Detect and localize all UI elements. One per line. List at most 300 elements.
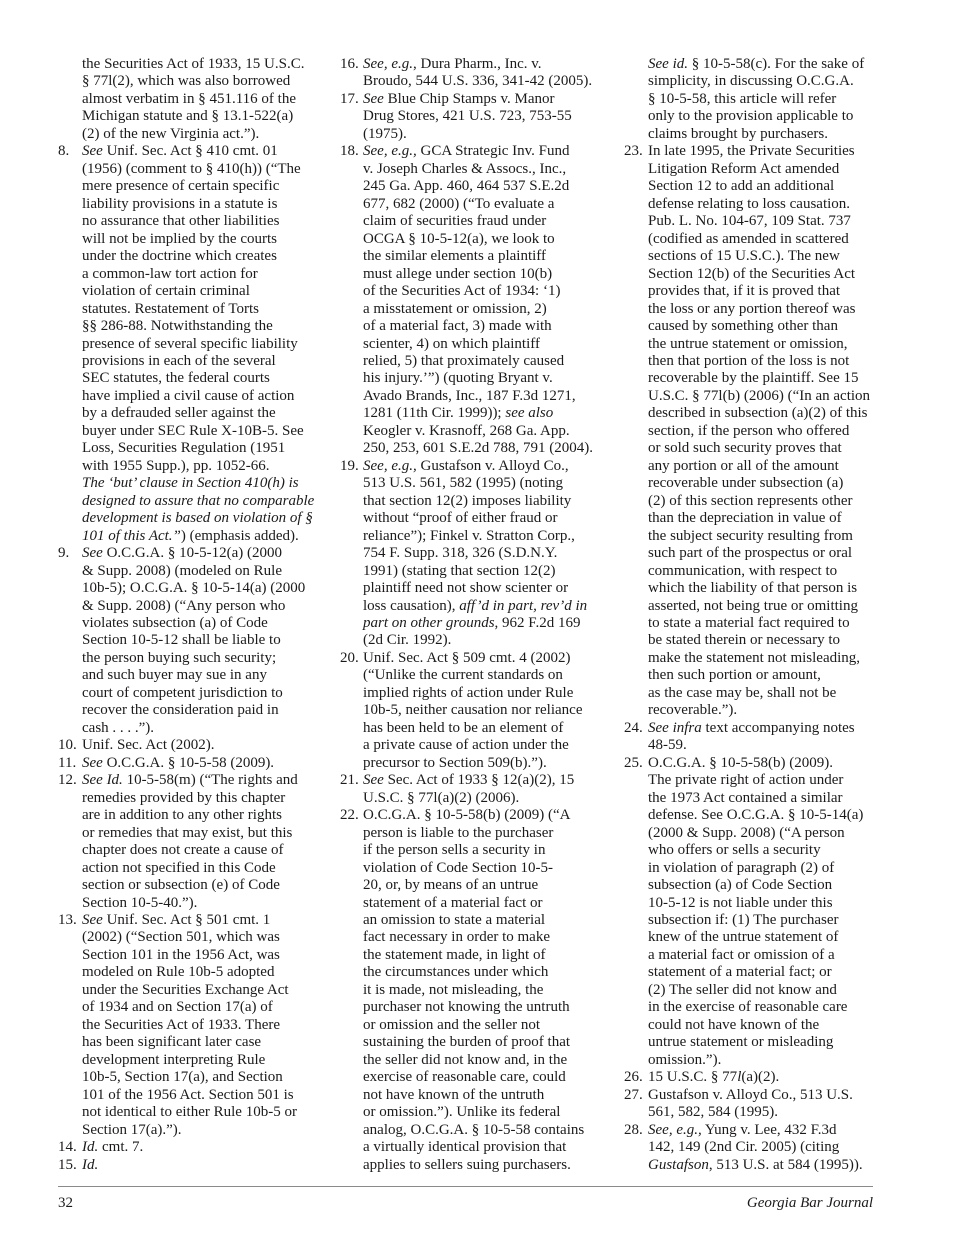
footnote-line — [648, 56, 886, 73]
footnote-line: then that portion of the loss is not — [648, 352, 850, 369]
footnote-line: sustaining the burden of proof that — [363, 1034, 571, 1051]
italic-run: development is based on violation of § — [82, 510, 313, 527]
footnote-line: and such buyer may sue in any — [82, 667, 267, 684]
footnote-line: the seller did not know and, in the — [363, 1051, 568, 1068]
footnote-text — [82, 545, 320, 737]
footnote-text — [82, 1139, 320, 1156]
footnote-line: person is liable to the purchaser — [363, 824, 554, 841]
footnote-line: a virtually identical provision that — [363, 1139, 567, 1156]
footnote-line — [363, 91, 602, 108]
footnote-line: 513 U.S. 561, 582 (1995) (noting — [363, 475, 563, 492]
footnote-line: have implied a civil cause of action — [82, 387, 295, 404]
footnote-line: provisions in each of the several — [82, 352, 276, 369]
footnote-line: Gustafson v. Alloyd Co., 513 U.S. — [648, 1086, 853, 1103]
footnote-line: Section 10-5-12 shall be liable to — [82, 632, 281, 649]
footnote-line: OCGA § 10-5-12(a), we look to — [363, 230, 555, 247]
footnote-line: untrue statement or misleading — [648, 1034, 834, 1051]
footnote-text — [363, 91, 602, 143]
footnote-line: cash . . . .”). — [82, 719, 155, 736]
footnote-line: in violation of paragraph (2) of — [648, 859, 835, 876]
footnote-entry — [58, 737, 320, 754]
footnote-line: section or subsection (e) of Code — [82, 877, 280, 894]
footnote-line: applies to sellers suing purchasers. — [363, 1156, 571, 1173]
footnote-entry — [58, 755, 320, 772]
italic-run: See — [82, 754, 103, 771]
footnote-entry — [58, 1157, 320, 1174]
footnote-line: any portion or all of the amount — [648, 457, 839, 474]
footnote-text — [82, 1157, 320, 1174]
footnote-line: liability provisions in a statute is — [82, 195, 278, 212]
text-run: , 962 F.2d 169 — [494, 615, 581, 631]
footnote-line: are in addition to any other rights — [82, 807, 282, 824]
footnote-line: The private right of action under — [648, 772, 844, 789]
footnote-line: a misstatement or omission, 2) — [363, 300, 547, 317]
footnote-number: 20. — [340, 649, 359, 666]
italic-run: See — [363, 772, 384, 789]
footnote-line: communication, with respect to — [648, 562, 838, 579]
footnote-line: chapter does not create a cause of — [82, 842, 284, 859]
footnote-line: if the person sells a security in — [363, 842, 546, 859]
footnote-number: 14. — [58, 1139, 77, 1156]
footnote-line: of 1934 and on Section 17(a) of — [82, 999, 273, 1016]
footnote-line: or omission.”). Unlike its federal — [363, 1104, 561, 1121]
footnote-line: In late 1995, the Private Securities — [648, 143, 855, 160]
footnote-line: 561, 582, 584 (1995). — [648, 1104, 778, 1121]
footnote-line: the untrue statement or omission, — [648, 335, 848, 352]
footnote-number: 25. — [624, 754, 643, 771]
text-run: , 513 U.S. at 584 (1995)). — [708, 1156, 863, 1173]
footnote-line — [82, 772, 320, 789]
footnote-entry — [340, 458, 602, 650]
footnote-text — [648, 56, 886, 143]
footnote-line: claims brought by purchasers. — [648, 125, 828, 142]
text-run: Sec. Act of 1933 § 12(a)(2), 15 — [383, 772, 575, 789]
footnote-line: will not be implied by the courts — [82, 230, 277, 247]
footnote-line: fact necessary in order to make — [363, 929, 550, 946]
footnote-line: (2002) (“Section 501, which was — [82, 929, 280, 946]
footnote-line: or omission and the seller not — [363, 1016, 541, 1033]
footnote-line: analog, O.C.G.A. § 10-5-58 contains — [363, 1121, 585, 1138]
footnote-line: Litigation Reform Act amended — [648, 160, 840, 177]
footnote-line — [648, 1157, 886, 1174]
footnote-number: 19. — [340, 457, 359, 474]
footnote-line: subsection if: (1) The purchaser — [648, 911, 839, 928]
text-run: GCA Strategic Inv. Fund — [416, 143, 570, 160]
footnote-line: (codified as amended in scattered — [648, 230, 849, 247]
footnote-line: 10b-5); O.C.G.A. § 10-5-14(a) (2000 — [82, 580, 306, 597]
footnote-line: v. Joseph Charles & Assocs., Inc., — [363, 160, 567, 177]
italic-run: see also — [505, 405, 554, 422]
footnote-line: violates subsection (a) of Code — [82, 615, 268, 631]
footnote-line: & Supp. 2008) (“Any person who — [82, 597, 286, 614]
text-run: 15 U.S.C. § 77 — [648, 1069, 738, 1086]
italic-run: l — [737, 1069, 742, 1086]
text-run: Unif. Sec. Act § 501 cmt. 1 — [102, 911, 271, 928]
footnote-line: defense relating to loss causation. — [648, 195, 851, 212]
footnote-line: than the depreciation in value of — [648, 510, 842, 527]
footnote-line: (2) of this section represents other — [648, 492, 853, 509]
footnote-line: development interpreting Rule — [82, 1051, 266, 1068]
footnote-entry — [624, 1069, 886, 1086]
footnote-line: Section 101 in the 1956 Act, was — [82, 946, 280, 963]
footnote-line: exercise of reasonable care, could — [363, 1069, 566, 1086]
footnote-line: only to the provision applicable to — [648, 108, 854, 125]
footnote-number: 10. — [58, 737, 77, 754]
italic-run: Id. — [82, 1156, 99, 1173]
footnote-line: 10-5-12 is not liable under this — [648, 894, 833, 911]
footnote-line: Section 12 to add an additional — [648, 178, 835, 195]
footnote-entry — [340, 143, 602, 457]
footnote-line: of a material fact, 3) made with — [363, 318, 552, 335]
footnote-number — [624, 56, 648, 73]
footnote-number: 15. — [58, 1156, 77, 1173]
footnote-line: a common-law tort action for — [82, 265, 258, 282]
footnote-text — [82, 143, 320, 545]
footnote-text — [363, 807, 602, 1174]
footnote-line: no assurance that other liabilities — [82, 213, 280, 230]
footnote-number: 23. — [624, 143, 643, 160]
footnote-line: who offers or sells a security — [648, 842, 821, 859]
italic-run: See Id. — [82, 772, 123, 789]
journal-title: Georgia Bar Journal — [746, 1195, 873, 1211]
footnote-line: defense. See O.C.G.A. § 10-5-14(a) — [648, 807, 864, 824]
text-run: 10-5-58(m) (“The rights and — [122, 772, 298, 789]
footnote-line: make the statement not misleading, — [648, 649, 861, 666]
footnote-line: reliance”); Finkel v. Stratton Corp., — [363, 527, 575, 544]
footnote-line: §§ 286-88. Notwithstanding the — [82, 318, 273, 335]
footnote-line: the loss or any portion thereof was — [648, 300, 856, 317]
footnote-line — [82, 1157, 320, 1174]
footnote-line: (2000 & Supp. 2008) (“A person — [648, 824, 845, 841]
footnote-line: the Securities Act of 1933. There — [82, 1016, 281, 1033]
footnote-number: 11. — [58, 754, 77, 771]
footnote-line: recoverable under subsection (a) — [648, 475, 844, 492]
footnote-entry — [58, 56, 320, 143]
footnote-line: 142, 149 (2nd Cir. 2005) (citing — [648, 1139, 840, 1156]
italic-run: See — [82, 143, 103, 160]
footnote-entry — [340, 56, 602, 91]
footnote-line — [648, 1069, 886, 1086]
footnote-line: U.S.C. § 77l(b) (2006) (“In an action — [648, 387, 871, 404]
text-run: , Dura Pharm., Inc. v. — [412, 56, 542, 72]
footnote-line: O.C.G.A. § 10-5-58(b) (2009) (“A — [363, 807, 571, 824]
footnote-line: O.C.G.A. § 10-5-58(b) (2009). — [648, 754, 833, 771]
footnote-line — [363, 56, 602, 73]
footnote-column-3 — [624, 56, 886, 1174]
footnote-line — [363, 405, 602, 422]
footnote-line: as the case may be, shall not be — [648, 684, 837, 701]
footnote-line: action not specified in this Code — [82, 859, 276, 876]
footnote-number: 8. — [58, 143, 70, 160]
footnote-number: 24. — [624, 719, 643, 736]
text-run: Yung v. Lee, 432 F.3d — [701, 1121, 837, 1138]
footnote-line: that section 12(2) imposes liability — [363, 492, 572, 509]
footnote-line: U.S.C. § 77l(a)(2) (2006). — [363, 789, 520, 806]
footnote-line: 245 Ga. App. 460, 464 537 S.E.2d — [363, 178, 570, 195]
footnote-line: which the liability of that person is — [648, 580, 858, 597]
footnote-line — [363, 598, 602, 615]
footnote-line: or sold such security proves that — [648, 440, 842, 457]
footnote-line: then such portion or amount, — [648, 667, 821, 684]
text-run: cmt. 7. — [98, 1139, 144, 1156]
footer-rule — [58, 1186, 873, 1187]
footnote-line: (“Unlike the current standards on — [363, 667, 563, 684]
footnote-line: described in subsection (a)(2) of this — [648, 405, 868, 422]
footnote-line: an omission to state a material — [363, 911, 546, 928]
footnote-line: 250, 253, 601 S.E.2d 788, 791 (2004). — [363, 440, 593, 457]
footnote-line: by a defrauded seller against the — [82, 405, 276, 422]
footnote-line: mere presence of certain specific — [82, 178, 280, 195]
footnote-line — [648, 720, 886, 737]
footnote-entry — [624, 755, 886, 1069]
italic-run: See, e.g. — [363, 56, 413, 72]
footnote-line — [82, 510, 320, 527]
footnote-entry — [624, 56, 886, 143]
footnote-text — [82, 912, 320, 1139]
footnote-line: under the doctrine which creates — [82, 248, 277, 265]
text-run: 1281 (11th Cir. 1999)); — [363, 405, 506, 422]
footnote-line: 677, 682 (2000) (“To evaluate a — [363, 195, 555, 212]
italic-run: See, e.g., — [363, 143, 417, 160]
footnote-number: 18. — [340, 143, 359, 160]
footnote-line: statutes. Restatement of Torts — [82, 300, 259, 317]
footnote-line — [82, 1139, 320, 1156]
footnote-line: Section 10-5-40.”). — [82, 894, 198, 911]
footnote-line: (2) The seller did not know and — [648, 981, 837, 998]
footnote-text — [648, 143, 886, 719]
footnote-line: the Securities Act of 1933, 15 U.S.C. — [82, 56, 305, 72]
page-number: 32 — [58, 1195, 73, 1211]
italic-run: See — [82, 545, 103, 562]
footnote-entry — [58, 772, 320, 912]
footnote-line: Avado Brands, Inc., 187 F.3d 1271, — [363, 387, 576, 404]
footnote-entry — [58, 143, 320, 545]
footnote-line: knew of the untrue statement of — [648, 929, 839, 946]
footnote-line: recoverable by the plaintiff. See 15 — [648, 370, 859, 387]
footnote-line: (2) of the new Virginia act.”). — [82, 125, 260, 142]
footnote-line: under the Securities Exchange Act — [82, 981, 289, 998]
footnote-line: purchaser not knowing the untruth — [363, 999, 570, 1016]
footnote-number: 22. — [340, 807, 359, 824]
footnote-entry — [624, 1087, 886, 1122]
footnote-line: implied rights of action under Rule — [363, 684, 574, 701]
footnote-number: 21. — [340, 772, 359, 789]
footnote-line: 10b-5, neither causation nor reliance — [363, 702, 583, 719]
footnote-line — [82, 475, 320, 492]
footnote-number: 17. — [340, 90, 359, 107]
footnote-line: or remedies that may exist, but this — [82, 824, 293, 841]
footnote-line: buyer under SEC Rule X-10B-5. See — [82, 422, 304, 439]
footnote-line — [82, 143, 320, 160]
footnote-line: has been significant later case — [82, 1034, 262, 1051]
footnote-line: 1991) (stating that section 12(2) — [363, 562, 556, 579]
text-run: O.C.G.A. § 10-5-58 (2009). — [102, 754, 275, 771]
footnote-line: Broudo, 544 U.S. 336, 341-42 (2005). — [363, 73, 593, 90]
footnote-number — [58, 56, 82, 73]
footnote-line: the 1973 Act contained a similar — [648, 789, 843, 806]
footnote-line: could not have known of the — [648, 1016, 820, 1033]
text-run: Unif. Sec. Act § 410 cmt. 01 — [102, 143, 278, 160]
footnote-line: scienter, 4) on which plaintiff — [363, 335, 540, 352]
footnote-number: 27. — [624, 1086, 643, 1103]
footnote-line — [82, 755, 320, 772]
footnote-text — [363, 458, 602, 650]
footnote-text — [648, 755, 886, 1069]
footnote-line: (1975). — [363, 125, 407, 142]
footnote-text — [82, 737, 320, 754]
footnote-entry — [624, 1122, 886, 1174]
footnote-text — [648, 1122, 886, 1174]
footnote-entry — [340, 772, 602, 807]
footnote-line: has been held to be an element of — [363, 719, 564, 736]
footnote-line — [82, 493, 320, 510]
text-run: § 10-5-58(c). For the sake of — [687, 56, 865, 72]
footnote-line: of the Securities Act of 1934: ‘1) — [363, 283, 561, 300]
footnote-line: Unif. Sec. Act § 509 cmt. 4 (2002) — [363, 649, 571, 666]
footnote-line: statement of a material fact or — [363, 894, 543, 911]
footnote-line: Keogler v. Krasnoff, 268 Ga. App. — [363, 422, 570, 439]
italic-run: Id. — [82, 1139, 99, 1156]
text-run: Blue Chip Stamps v. Manor — [383, 90, 555, 107]
footnote-line — [363, 143, 602, 160]
footnote-line: 754 F. Supp. 318, 326 (S.D.N.Y. — [363, 545, 558, 562]
footnote-line: Section 17(a).”). — [82, 1121, 182, 1138]
footnote-line: sections of 15 U.S.C.). The new — [648, 248, 840, 265]
footnote-line: Michigan statute and § 13.1-522(a) — [82, 108, 294, 125]
footnote-line: violation of Code Section 10-5- — [363, 859, 553, 876]
footnote-line: (1956) (comment to § 410(h)) (“The — [82, 160, 301, 177]
footnote-line: Section 12(b) of the Securities Act — [648, 265, 856, 282]
italic-run: See id. — [648, 56, 688, 72]
footnote-line: SEC statutes, the federal courts — [82, 370, 270, 387]
footnote-text — [363, 143, 602, 457]
footnote-text — [363, 650, 602, 772]
footnote-line: Loss, Securities Regulation (1951 — [82, 440, 286, 457]
footnote-line — [82, 912, 320, 929]
footnote-line: such part of the prospectus or oral — [648, 545, 853, 562]
footnote-entry — [58, 545, 320, 737]
footnote-text — [82, 755, 320, 772]
footnote-entry — [340, 650, 602, 772]
footnote-line: not have known of the untruth — [363, 1086, 545, 1103]
footnote-text — [648, 1087, 886, 1122]
italic-run: part on other grounds — [363, 615, 495, 631]
italic-run: Gustafson — [648, 1156, 709, 1173]
italic-run: See — [363, 90, 384, 107]
footnote-line: section, if the person who offered — [648, 422, 850, 439]
footnote-line: it is made, not misleading, the — [363, 981, 544, 998]
footnote-line: asserted, not being true or omitting — [648, 597, 858, 614]
footnote-line: recover the consideration paid in — [82, 702, 279, 719]
footnote-line: in the exercise of reasonable care — [648, 999, 848, 1016]
footnote-number: 26. — [624, 1069, 643, 1086]
footnote-entry — [58, 912, 320, 1139]
footnote-line: 10b-5, Section 17(a), and Section — [82, 1069, 283, 1086]
footnote-line: & Supp. 2008) (modeled on Rule — [82, 562, 282, 579]
footnote-line: § 10-5-58, this article will refer — [648, 90, 837, 107]
footnote-line: Drug Stores, 421 U.S. 723, 753-55 — [363, 108, 572, 125]
footnote-text — [82, 56, 320, 143]
footnote-line: be stated therein or necessary to — [648, 632, 841, 649]
footnote-line — [363, 615, 602, 632]
footnote-line: the person buying such security; — [82, 649, 277, 666]
text-run: ) (emphasis added). — [180, 527, 299, 544]
footnote-line: with 1955 Supp.), pp. 1052-66. — [82, 457, 270, 474]
footnote-line: Unif. Sec. Act (2002). — [82, 737, 215, 754]
italic-run: See — [82, 911, 103, 928]
italic-run: The ‘but’ clause in Section 410(h) is — [82, 475, 299, 492]
footnote-line: a material fact or omission of a — [648, 946, 835, 963]
footnote-number: 13. — [58, 911, 77, 928]
italic-run: See, e.g., — [363, 457, 417, 474]
footnote-number: 16. — [340, 56, 359, 72]
footnote-line: simplicity, in discussing O.C.G.A. — [648, 73, 854, 90]
footnote-line: Pub. L. No. 104-67, 109 Stat. 737 — [648, 213, 851, 230]
text-run: O.C.G.A. § 10-5-12(a) (2000 — [102, 545, 282, 562]
footnote-entry — [624, 143, 886, 719]
footnote-line: omission.”). — [648, 1051, 722, 1068]
footnote-line: without “proof of either fraud or — [363, 510, 558, 527]
footnote-number: 28. — [624, 1121, 643, 1138]
footnote-line: to state a material fact required to — [648, 615, 850, 631]
footnote-line: plaintiff need not show scienter or — [363, 580, 569, 597]
footnote-line: not identical to either Rule 10b-5 or — [82, 1104, 297, 1121]
footnote-line: a private cause of action under the — [363, 737, 569, 754]
footnote-entry — [340, 807, 602, 1174]
footnote-line: precursor to Section 509(b).”). — [363, 754, 547, 771]
footnote-entry — [624, 720, 886, 755]
footnote-line: the subject security resulting from — [648, 527, 853, 544]
footnote-number: 9. — [58, 545, 70, 562]
text-run: text accompanying notes — [701, 719, 855, 736]
footnote-column-1 — [58, 56, 320, 1174]
footnote-line: court of competent jurisdiction to — [82, 684, 283, 701]
footnote-line: subsection (a) of Code Section — [648, 877, 833, 894]
text-run: (a)(2). — [741, 1069, 780, 1086]
footnote-number: 12. — [58, 772, 77, 789]
footnote-line: statement of a material fact; or — [648, 964, 832, 981]
footnote-line — [82, 545, 320, 562]
italic-run: designed to assure that no comparable — [82, 492, 315, 509]
footnote-line: recoverable.”). — [648, 702, 738, 719]
footnote-line: must allege under section 10(b) — [363, 265, 553, 282]
footnote-line: presence of several specific liability — [82, 335, 298, 352]
footnote-column-2 — [340, 56, 602, 1174]
footnote-line: remedies provided by this chapter — [82, 789, 286, 806]
footnote-text — [648, 720, 886, 755]
footnote-line: 20, or, by means of an untrue — [363, 877, 539, 894]
footnote-line: provides that, if it is proved that — [648, 283, 841, 300]
footnote-text — [82, 772, 320, 912]
footnote-line: 101 of the 1956 Act. Section 501 is — [82, 1086, 294, 1103]
footnote-text — [363, 56, 602, 91]
footnote-line — [82, 528, 320, 545]
italic-run: See infra — [648, 719, 702, 736]
footnote-line: caused by something other than — [648, 318, 838, 335]
footnote-text — [363, 772, 602, 807]
footnote-line — [648, 1122, 886, 1139]
footnote-entry — [58, 1139, 320, 1156]
footnote-line: 48-59. — [648, 737, 687, 754]
italic-run: aff’d in part, rev’d in — [459, 597, 588, 614]
text-run: loss causation), — [363, 597, 460, 614]
footnote-line: the similar elements a plaintiff — [363, 248, 547, 265]
footnote-line: violation of certain criminal — [82, 283, 250, 300]
italic-run: 101 of this Act.” — [82, 527, 181, 544]
footnote-line: modeled on Rule 10b-5 adopted — [82, 964, 275, 981]
footnote-line: his injury.’”) (quoting Bryant v. — [363, 370, 553, 387]
text-run: Gustafson v. Alloyd Co., — [416, 457, 569, 474]
